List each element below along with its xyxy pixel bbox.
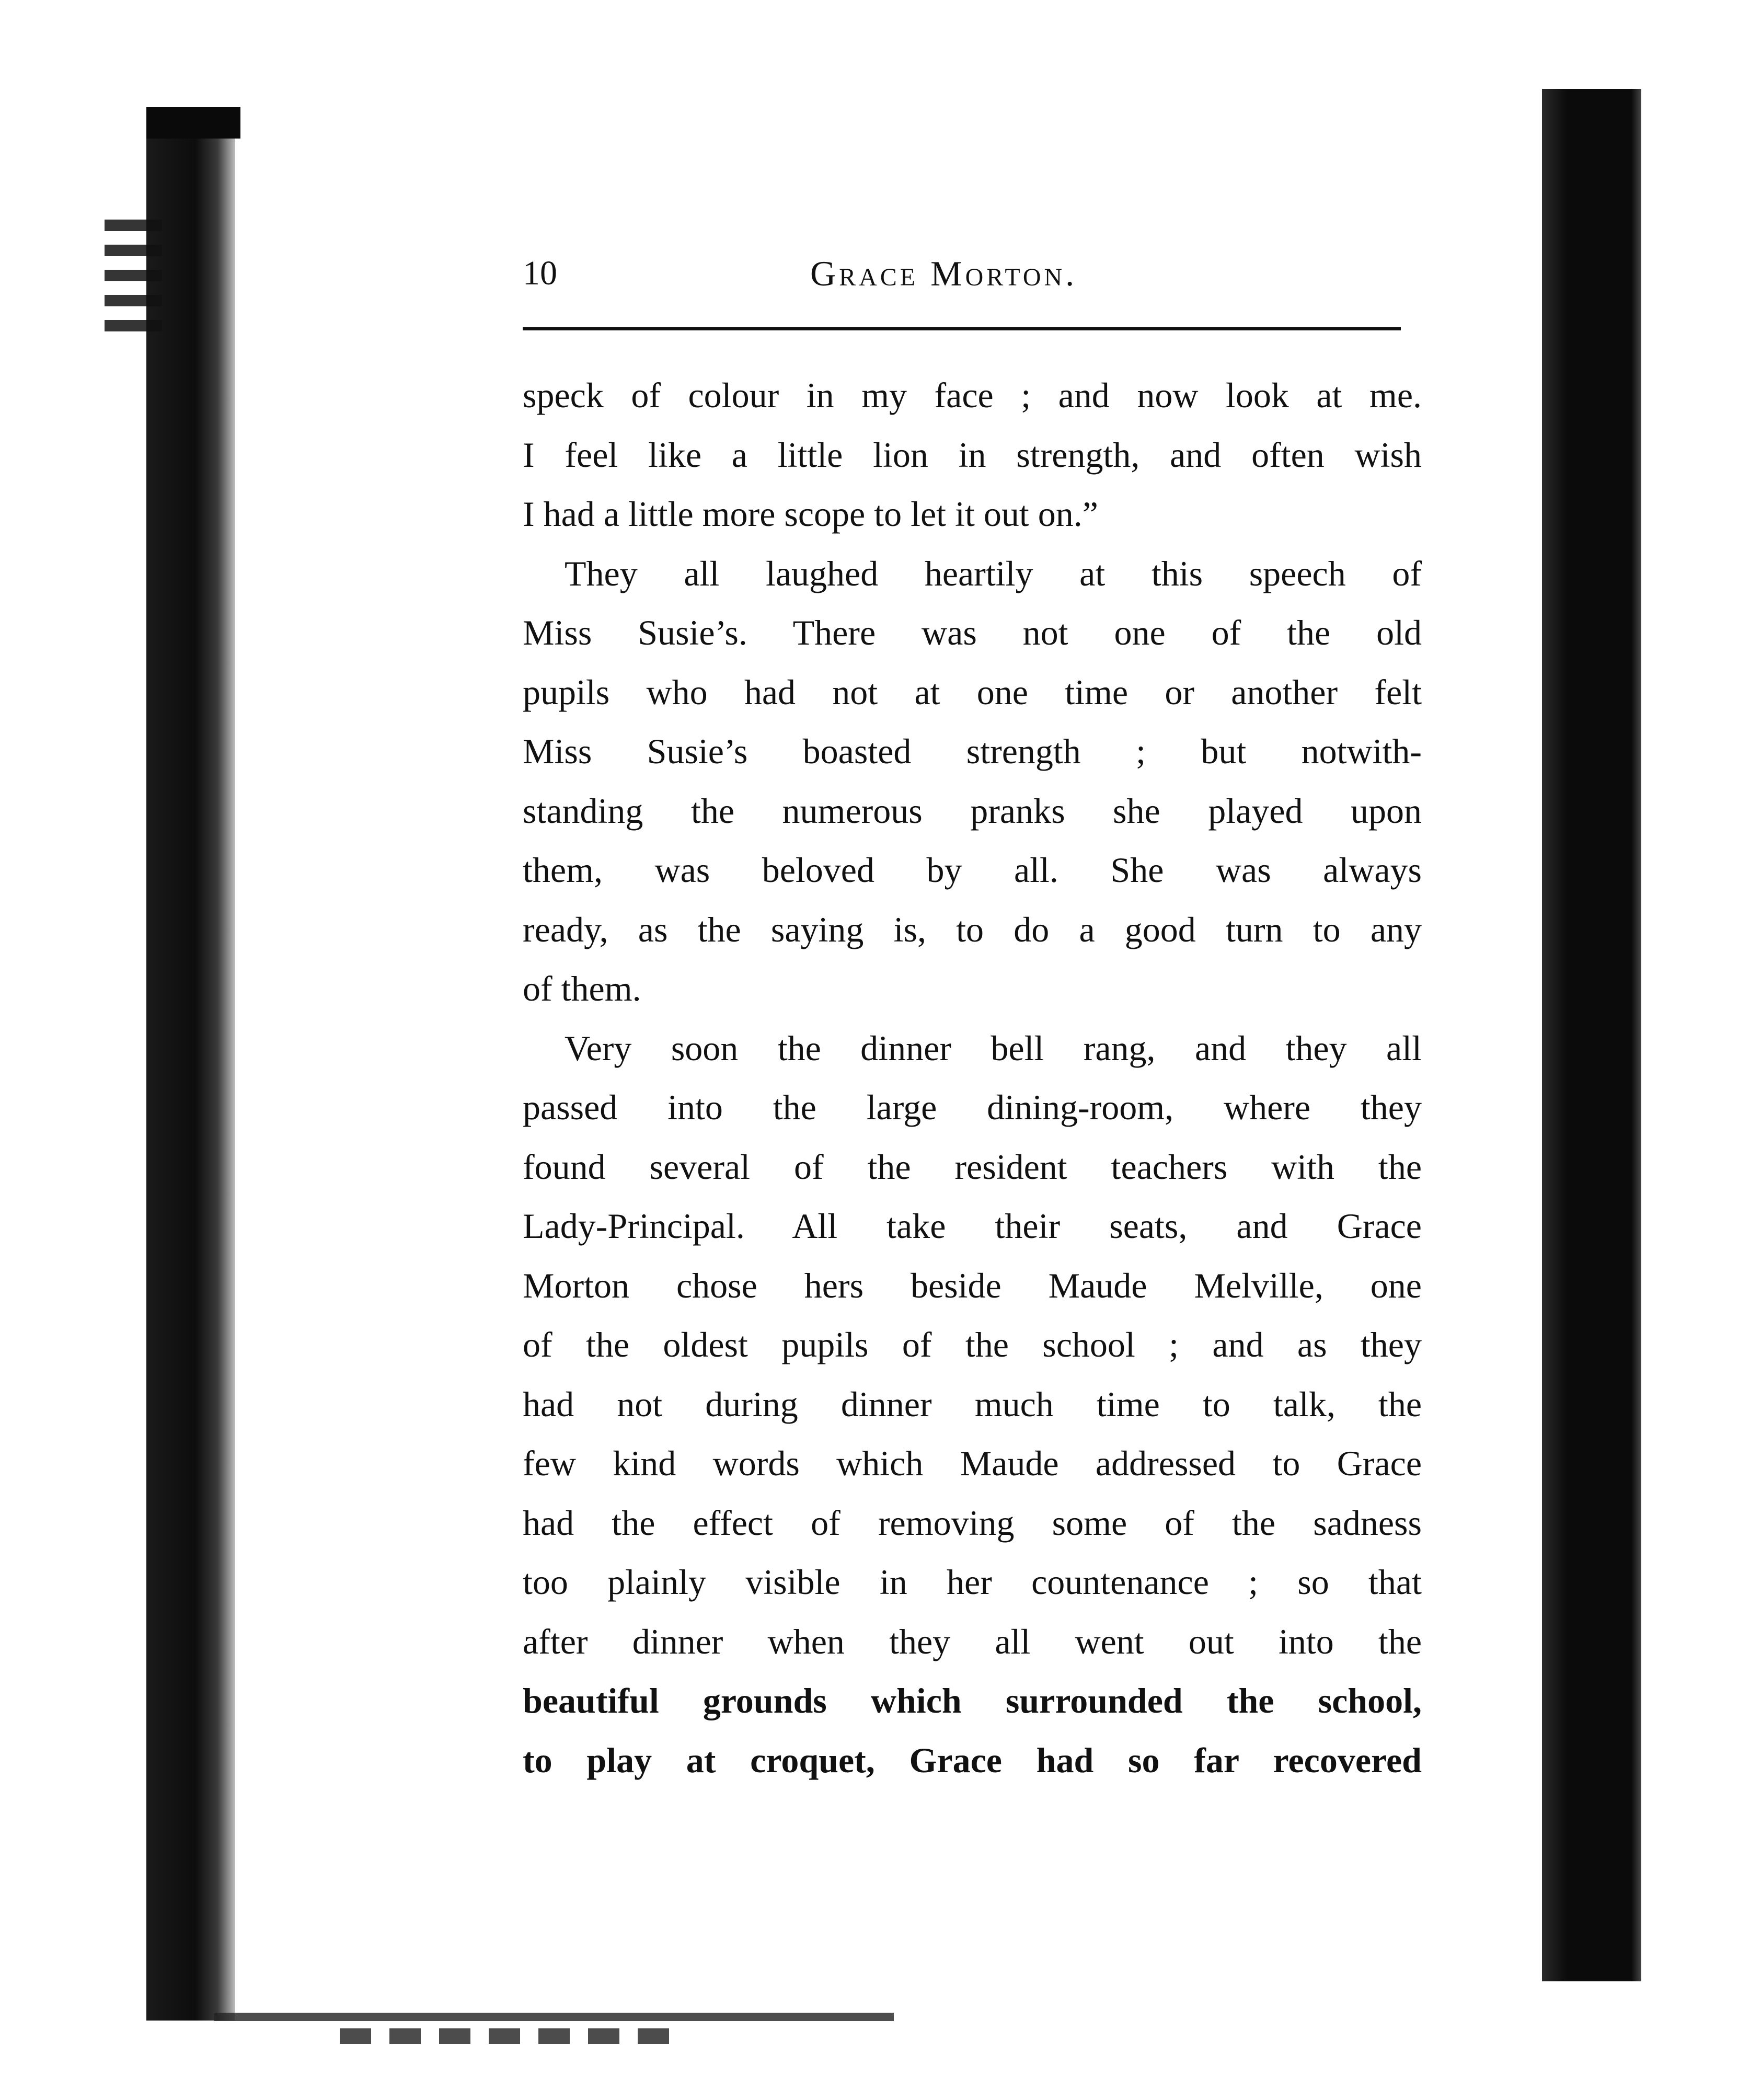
page-title: Grace Morton. (810, 254, 1078, 293)
text-line: too plainly visible in her countenance ; so that (523, 1562, 1422, 1602)
text-line: Miss Susie’s. There was not one of the old (523, 613, 1422, 652)
text-line: to play at croquet, Grace had so far recovered (523, 1740, 1422, 1780)
text-line: ready, as the saying is, to do a good turn to any (523, 909, 1422, 949)
text-line: pupils who had not at one time or another felt (523, 672, 1422, 712)
scan-left-edge (146, 107, 235, 2021)
text-line: They all laughed heartily at this speech of (565, 553, 1422, 593)
text-line: Very soon the dinner bell rang, and they all (565, 1028, 1422, 1068)
text-line: beautiful grounds which surrounded the school, (523, 1681, 1422, 1720)
text-line: Miss Susie’s boasted strength ; but notwith- (523, 731, 1422, 771)
text-line: of them. (523, 969, 641, 1008)
text-line: standing the numerous pranks she played upon (523, 790, 1422, 831)
paragraph-3 (523, 1019, 1422, 1791)
scan-bottom-edge (214, 2013, 894, 2021)
text-line: few kind words which Maude addressed to Grace (523, 1443, 1422, 1483)
scan-right-edge (1542, 89, 1641, 1981)
scan-bottom-marks (340, 2028, 680, 2044)
text-line: passed into the large dining-room, where they (523, 1087, 1422, 1127)
scan-left-marks (105, 220, 162, 345)
text-line: I had a little more scope to let it out on.” (523, 494, 1098, 534)
header-rule (523, 327, 1401, 330)
scan-left-edge-top (146, 107, 240, 139)
text-line: had not during dinner much time to talk, the (523, 1384, 1422, 1424)
text-line: found several of the resident teachers with the (523, 1146, 1422, 1187)
body-text (523, 366, 1422, 1790)
text-line: I feel like a little lion in strength, and often wish (523, 434, 1422, 475)
page-number: 10 (523, 254, 557, 292)
text-line: of the oldest pupils of the school ; and as they (523, 1325, 1422, 1364)
text-line: speck of colour in my face ; and now look at me. (523, 375, 1422, 415)
text-line: had the effect of removing some of the sadness (523, 1502, 1422, 1543)
paragraph-2 (523, 544, 1422, 1019)
text-line: them, was beloved by all. She was always (523, 850, 1422, 890)
paragraph-1 (523, 366, 1422, 544)
text-line: Lady-Principal. All take their seats, and Grace (523, 1206, 1422, 1246)
running-head (523, 250, 1411, 297)
text-line: after dinner when they all went out into the (523, 1621, 1422, 1661)
text-line: Morton chose hers beside Maude Melville, one (523, 1265, 1422, 1305)
